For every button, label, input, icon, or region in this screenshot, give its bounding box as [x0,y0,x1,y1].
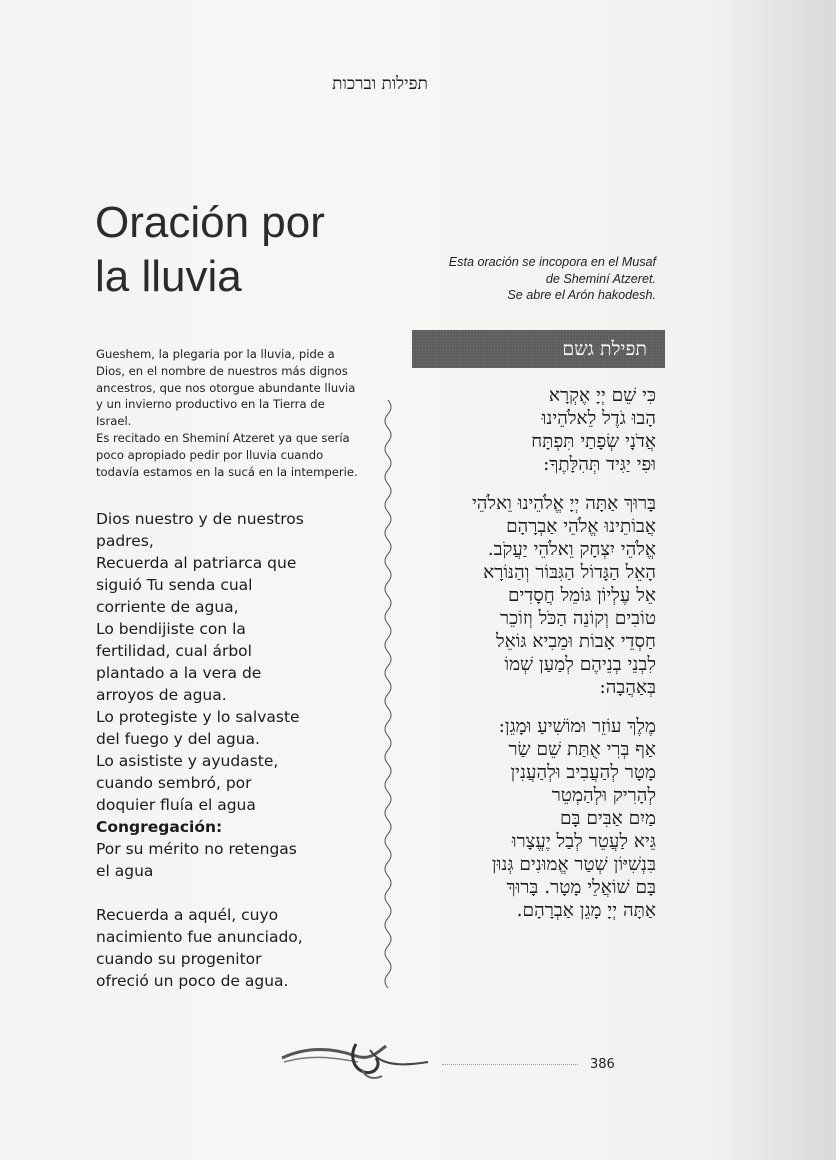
verse-line: cuando sembró, por [96,774,252,792]
hebrew-line: אֱלֹהֵי יִצְחָק וֵאלֹהֵי יַעֲקֹב. [487,539,656,560]
stanza-gap [96,882,368,904]
verse-line: padres, [96,532,154,550]
title-line-2: la lluvia [95,252,242,301]
page-title [95,196,395,304]
hebrew-line: הָאֵל הַגָּדוֹל הַגִּבּוֹר וְהַנּוֹרָא [483,562,656,583]
stanza-gap [404,699,656,715]
stanza-gap [404,476,656,492]
verse-line: corriente de agua, [96,598,239,616]
intro-paragraph-2: Es recitado en Sheminí Atzeret ya que sería poco apropiado pedir por lluvia cuando todavía estamos en la sucá en la intemperie. [96,430,358,479]
hebrew-line: לִבְנֵי בְנֵיהֶם לְמַעַן שְׁמוֹ [504,654,656,675]
hebrew-line: מַיִם אַבִּים בָּם [560,808,656,829]
hebrew-line: טוֹבִים וְקוֹנֵה הַכֹּל וְזוֹכֵר [500,608,656,629]
verse-line: Lo bendijiste con la [96,620,246,638]
verse-line: fertilidad, cual árbol [96,642,252,660]
wavy-divider [380,400,396,990]
hebrew-line: גֵּיא לַעֲטֵר לְבַל יֶעֱצָרוּ [511,831,656,852]
liturgical-note [400,254,656,304]
hebrew-line: אֲבוֹתֵינוּ אֱלֹהֵי אַבְרָהָם [506,516,656,537]
hebrew-line: אֲדֹנָי שְׂפָתַי תִּפְתָּח [531,431,656,452]
note-line: Se abre el Arón hakodesh. [507,288,656,302]
verse-line: ofreció un poco de agua. [96,972,289,990]
intro-paragraph-1: Gueshem, la plegaria por la lluvia, pide a Dios, en el nombre de nuestros más dignos ancestros, que nos otorgue abundante lluvia y un invierno productivo en la Tierra de Israel. [96,347,356,429]
hebrew-line: אֵל עֶלְיוֹן גּוֹמֵל חֲסָדִים [507,585,656,606]
calligraphic-ornament [278,1032,438,1084]
note-line: de Sheminí Atzeret. [545,271,656,286]
hebrew-prayer-text [404,384,656,922]
hebrew-line: אַתָּה יְיָ מָגֵן אַבְרָהָם. [516,900,656,921]
title-line-1: Oración por [95,198,325,247]
hebrew-section-heading: תפילת גשם [412,330,665,368]
congregation-label: Congregación: [96,818,223,836]
verse-line: arroyos de agua. [96,686,227,704]
hebrew-line: אַף בְּרִי אֻתַּת שֵׁם שַׂר [508,739,656,760]
verse-line: Lo protegiste y lo salvaste [96,708,300,726]
hebrew-line: בְּאַהֲבָה: [599,677,656,698]
verse-line: del fuego y del agua. [96,730,260,748]
congregation-line: el agua [96,862,154,880]
verse-line: Recuerda al patriarca que [96,554,297,572]
verse-line: Lo asististe y ayudaste, [96,752,279,770]
intro-text [96,346,358,480]
hebrew-line: לְהָרִיק וּלְהַמְטֵר [551,785,656,806]
congregation-line: Por su mérito no retengas [96,840,297,858]
page-number: 386 [590,1057,615,1072]
spanish-prayer-text [96,508,368,992]
hebrew-line: בִּנְשִׁיּוֹן שְׁטַר אֱמוּנִים גְּנוּן [491,854,656,875]
hebrew-line: כִּי שֵׁם יְיָ אֶקְרָא [548,385,656,406]
verse-line: Recuerda a aquél, cuyo [96,906,279,924]
hebrew-line: בָּרוּךְ אַתָּה יְיָ אֱלֹהֵינוּ וֵאלֹהֵי [471,493,656,514]
hebrew-line: מָטָר לְהַעֲבִיב וּלְהַעֲנִין [510,762,656,783]
verse-line: nacimiento fue anunciado, [96,928,303,946]
verse-line: plantado a la vera de [96,664,262,682]
verse-line: Dios nuestro y de nuestros [96,510,304,528]
hebrew-line: הָבוּ גֹדֶל לֵאלֹהֵינוּ [541,408,656,429]
note-line: Esta oración se incopora en el Musaf [448,255,656,269]
hebrew-line: בָּם שׁוֹאֲלֵי מָטָר. בָּרוּךְ [506,877,656,898]
verse-line: doquier fluía el agua [96,796,256,814]
verse-line: cuando su progenitor [96,950,262,968]
running-head: תפילות וברכות [332,74,428,94]
footer-dotted-rule [442,1064,578,1065]
hebrew-line: וּפִי יַגִּיד תְּהִלָּתֶךָ: [543,454,656,475]
hebrew-line: חַסְדֵי אָבוֹת וּמֵבִיא גּוֹאֵל [495,631,656,652]
verse-line: siguió Tu senda cual [96,576,253,594]
hebrew-line: מֶלֶךְ עוֹזֵר וּמוֹשִׁיעַ וּמָגֵן: [498,716,656,737]
